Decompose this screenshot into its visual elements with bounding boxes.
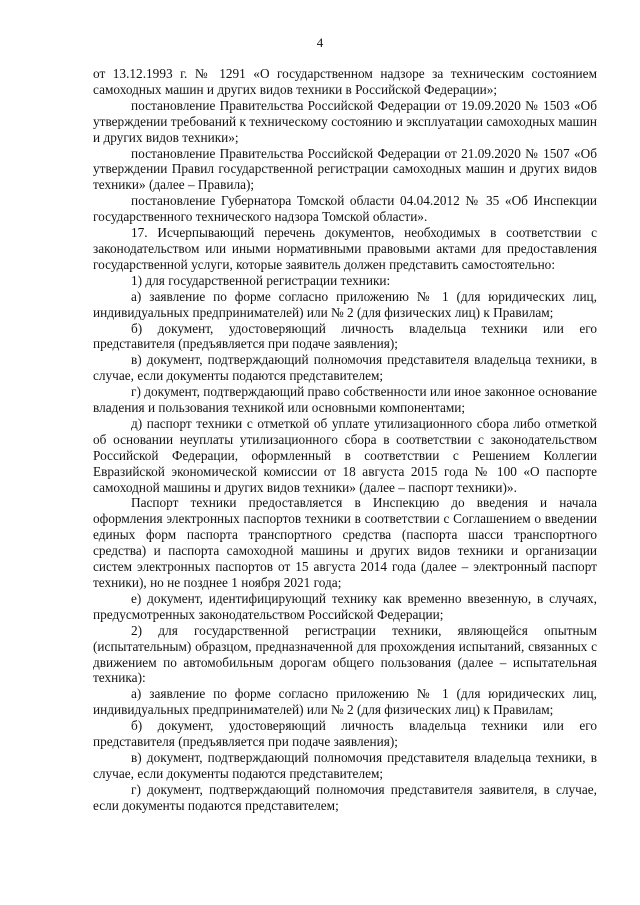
paragraph: г) документ, подтверждающий право собственности или иное законное основание владения и пользования техникой или основными компонентами; (93, 384, 597, 416)
paragraph: Паспорт техники предоставляется в Инспекцию до введения и начала оформления электронных паспортов техники в соответствии с Соглашением о введении единых форм паспорта транспортного средства (паспорта шасси транспортного средства) и паспорта самоходной машины и других видов техники и организации систем электронных паспортов от 15 августа 2014 года (далее – электронный паспорт техники), но не позднее 1 ноября 2021 года; (93, 495, 597, 590)
paragraph: а) заявление по форме согласно приложению № 1 (для юридических лиц, индивидуальных предпринимателей) или № 2 (для физических лиц) к Правилам; (93, 288, 597, 320)
paragraph: в) документ, подтверждающий полномочия представителя владельца техники, в случае, если документы подаются представителем; (93, 352, 597, 384)
paragraph: б) документ, удостоверяющий личность владельца техники или его представителя (предъявляется при подаче заявления); (93, 718, 597, 750)
paragraph: 2) для государственной регистрации техники, являющейся опытным (испытательным) образцом, предназначенной для прохождения испытаний, связанных с движением по автомобильным дорогам общего пользования (далее – испытательная техника): (93, 622, 597, 686)
paragraph: а) заявление по форме согласно приложению № 1 (для юридических лиц, индивидуальных предпринимателей) или № 2 (для физических лиц) к Правилам; (93, 686, 597, 718)
paragraph: е) документ, идентифицирующий технику как временно ввезенную, в случаях, предусмотренных законодательством Российской Федерации; (93, 590, 597, 622)
paragraph: г) документ, подтверждающий полномочия представителя заявителя, в случае, если документы подаются представителем; (93, 781, 597, 813)
paragraph: постановление Правительства Российской Федерации от 21.09.2020 № 1507 «Об утверждении Правил государственной регистрации самоходных машин и других видов техники» (далее – Правила); (93, 145, 597, 193)
paragraph: б) документ, удостоверяющий личность владельца техники или его представителя (предъявляется при подаче заявления); (93, 320, 597, 352)
paragraph: в) документ, подтверждающий полномочия представителя владельца техники, в случае, если документы подаются представителем; (93, 749, 597, 781)
document-body (93, 66, 597, 814)
page-number: 4 (316, 35, 324, 50)
paragraph: от 13.12.1993 г. № 1291 «О государственном надзоре за техническим состоянием самоходных машин и других видов техники в Российской Федерации»; (93, 66, 597, 97)
paragraph: д) паспорт техники с отметкой об уплате утилизационного сбора либо отметкой об основании неуплаты утилизационного сбора в соответствии с законодательством Российской Федерации, оформленный в соответствии с Решением Коллегии Евразийской экономической комиссии от 18 августа 2015 года № 100 «О паспорте самоходной машины и других видов техники» (далее – паспорт техники)». (93, 415, 597, 495)
paragraph: 17. Исчерпывающий перечень документов, необходимых в соответствии с законодательством или иными нормативными правовыми актами для предоставления государственной услуги, которые заявитель должен представить самостоятельно: (93, 225, 597, 272)
paragraph: 1) для государственной регистрации техники: (131, 272, 391, 288)
paragraph: постановление Губернатора Томской области 04.04.2012 № 35 «Об Инспекции государственного технического надзора Томской области». (93, 193, 597, 225)
paragraph: постановление Правительства Российской Федерации от 19.09.2020 № 1503 «Об утверждении требований к техническому состоянию и эксплуатации самоходных машин и других видов техники»; (93, 97, 597, 145)
